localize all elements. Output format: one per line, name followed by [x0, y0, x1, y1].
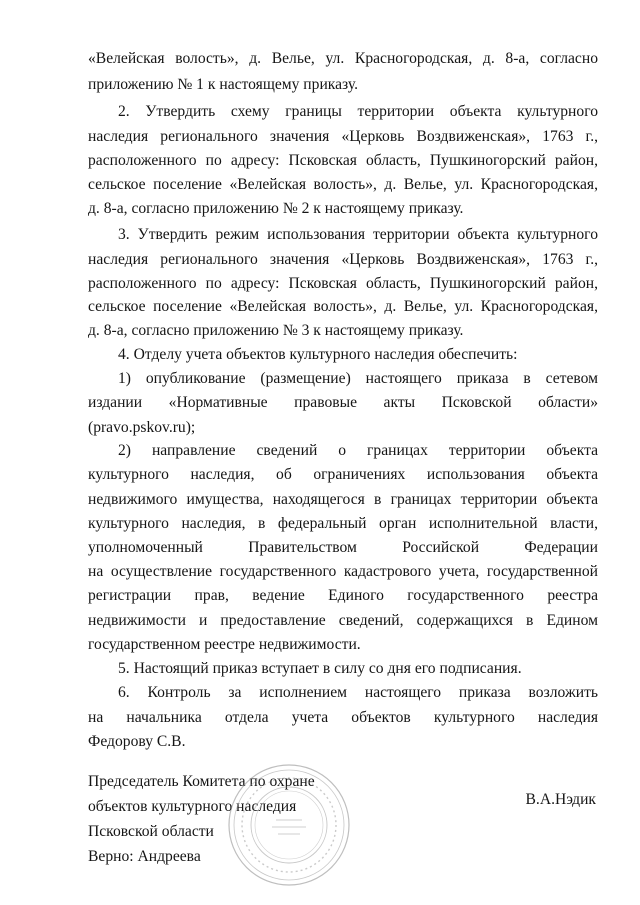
paragraph-6-line: 6. Контроль за исполнением настоящего приказа возложить — [118, 684, 598, 701]
body-line: приложению № 1 к настоящему приказу. — [88, 76, 359, 93]
certified-copy-note: Верно: Андреева — [88, 848, 201, 865]
paragraph-4-line: издании «Нормативные правовые акты Псковской области» — [88, 394, 598, 411]
body-line: «Велейская волость», д. Велье, ул. Красногородская, д. 8-а, согласно — [88, 50, 598, 67]
paragraph-4-line: 2) направление сведений о границах территории объекта — [118, 442, 598, 459]
signature-title-line: Псковской области — [88, 823, 214, 840]
paragraph-2-line: расположенного по адресу: Псковская область, Пушкиногорский район, — [88, 152, 598, 169]
paragraph-2-line: 2. Утвердить схему границы территории объекта культурного — [118, 103, 598, 120]
paragraph-4-line: культурного наследия, об ограничениях использования объекта — [88, 466, 598, 483]
paragraph-3-line: расположенного по адресу: Псковская область, Пушкиногорский район, — [88, 275, 598, 292]
paragraph-4-line: уполномоченный Правительством Российской Федерации — [88, 539, 598, 556]
paragraph-4-line: недвижимости и предоставление сведений, содержащихся в Едином — [88, 612, 598, 629]
paragraph-4-line: регистрации прав, ведение Единого государственного реестра — [88, 587, 598, 604]
paragraph-4-line: недвижимого имущества, находящегося в границах территории объекта — [88, 491, 598, 508]
paragraph-4-line: культурного наследия, в федеральный орган исполнительной власти, — [88, 515, 598, 532]
official-seal-stamp — [226, 762, 352, 888]
paragraph-6-line: Федорову С.В. — [88, 733, 186, 750]
paragraph-4-line: государственном реестре недвижимости. — [88, 636, 361, 653]
paragraph-4-line: 4. Отделу учета объектов культурного наследия обеспечить: — [118, 346, 518, 363]
paragraph-5-line: 5. Настоящий приказ вступает в силу со дня его подписания. — [118, 660, 522, 677]
paragraph-2-line: д. 8-а, согласно приложению № 2 к настоящему приказу. — [88, 200, 464, 217]
paragraph-6-line: на начальника отдела учета объектов культурного наследия — [88, 709, 598, 726]
signature-title-line: Председатель Комитета по охране — [88, 773, 315, 790]
signature-title-line: объектов культурного наследия — [88, 798, 297, 815]
paragraph-4-line: 1) опубликование (размещение) настоящего приказа в сетевом — [118, 370, 598, 387]
paragraph-2-line: сельское поселение «Велейская волость», д. Велье, ул. Красногородская, — [88, 176, 598, 193]
paragraph-3-line: 3. Утвердить режим использования территории объекта культурного — [118, 226, 598, 243]
paragraph-2-line: наследия регионального значения «Церковь Воздвиженская», 1763 г., — [88, 128, 598, 145]
paragraph-4-line: (pravo.pskov.ru); — [88, 419, 196, 436]
paragraph-3-line: наследия регионального значения «Церковь Воздвиженская», 1763 г., — [88, 251, 598, 268]
paragraph-3-line: сельское поселение «Велейская волость», д. Велье, ул. Красногородская, — [88, 298, 598, 315]
paragraph-3-line: д. 8-а, согласно приложению № 3 к настоящему приказу. — [88, 322, 464, 339]
paragraph-4-line: на осуществление государственного кадастрового учета, государственной — [88, 563, 598, 580]
signatory-name: В.А.Нэдик — [525, 791, 596, 808]
